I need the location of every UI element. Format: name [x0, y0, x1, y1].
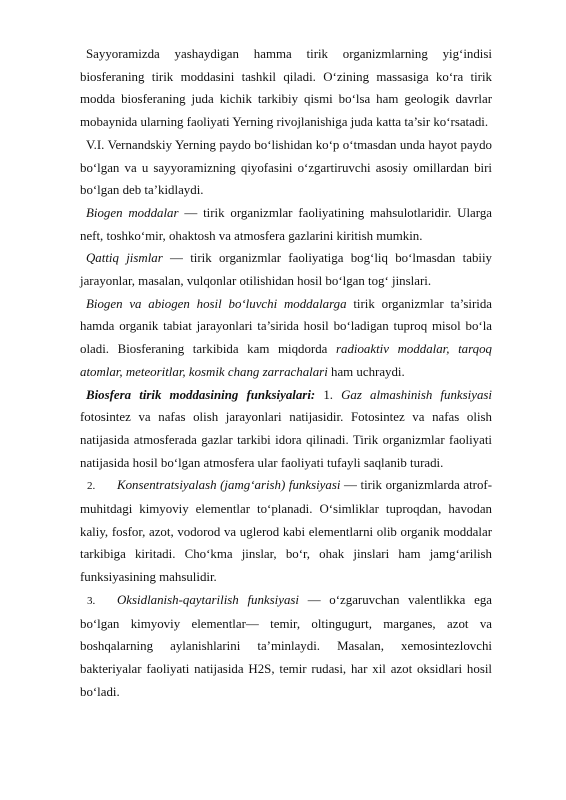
- paragraph-text: fotosintez va nafas olish jarayonlari natijasidir. Fotosintez va nafas olish natijasida atmosferada gazlar tarkibi idora qilinadi. Tirik organizmlar faoliyati natijasida hosil bo‘lgan atmosfera ular faoliyati tufayli saqlanib turadi.: [80, 410, 492, 470]
- paragraph-text: — tirik organizmlar faoliyatiga bog‘liq bo‘lmasdan tabiiy jarayonlar, masalan, vulqonlar otilishidan hosil bo‘lgan tog‘ jinslari.: [80, 251, 493, 289]
- list-item-concentration: [80, 474, 492, 589]
- term-gas-exchange: Gaz almashinish funksiyasi: [341, 387, 492, 402]
- term-redox: Oksidlanish-qaytarilish funksiyasi: [117, 592, 299, 607]
- list-item-redox: [80, 589, 492, 704]
- paragraph-functions: [80, 384, 492, 475]
- paragraph-text: tirik organizmlar ta’sirida hamda organik tabiat jarayonlari ta’sirida hosil bo‘ladigan tuproq misol bo‘la oladi. Biosferaning tarkibida kam miqdorda: [80, 296, 492, 357]
- paragraph-biogenic-substances: [80, 202, 492, 247]
- paragraph-text: — tirik organizmlarda atrof-muhitdagi kimyoviy elementlar to‘planadi. O‘simliklar tuproqdan, havodan kaliy, fosfor, azot, vodorod va uglerod kabi elementlarni olib organik moddalar tarkibiga kiritadi. Cho‘kma jinslar, bo‘r, ohak jinslari ham jamg‘arilish funksiyasining mahsulidir.: [80, 478, 492, 585]
- term-solid-bodies: Qattiq jismlar: [86, 251, 163, 266]
- functions-heading: Biosfera tirik moddasining funksiyalari:: [86, 387, 316, 402]
- term-radioactive: radioaktiv moddalar, tarqoq atomlar, meteoritlar, kosmik chang zarrachalari: [80, 342, 492, 379]
- paragraph-text: Sayyoramizda yashaydigan hamma tirik organizmlarning yig‘indisi biosferaning tirik moddasini tashkil qiladi. O‘zining massasiga ko‘ra tirik modda biosferaning juda kichik tarkibiy qismi bo‘lsa ham geologik davrlar mobaynida ularning faoliyati Yerning rivojlanishiga juda katta ta’sir ko‘rsatadi.: [80, 47, 492, 130]
- term-bio-abiogenic: Biogen va abiogen hosil bo‘luvchi moddalarga: [86, 296, 347, 311]
- paragraph-text: V.I. Vernandskiy Yerning paydo bo‘lishidan ko‘p o‘tmasdan unda hayot paydo bo‘lgan va u sayyoramizning qiyofasini o‘zgartiruvchi asosiy omillardan biri bo‘lgan deb ta’kidlaydi.: [80, 137, 492, 198]
- list-number: 3.: [87, 594, 96, 607]
- list-number: 1.: [315, 387, 342, 402]
- paragraph-text: — tirik organizmlar faoliyatining mahsulotlaridir. Ularga neft, toshko‘mir, ohaktosh va atmosfera gazlarini kiritish mumkin.: [80, 205, 492, 243]
- term-biogenic: Biogen moddalar: [86, 205, 179, 220]
- paragraph-text: — o‘zgaruvchan valentlikka ega bo‘lgan kimyoviy elementlar— temir, oltingugurt, marganes, azot va boshqalarning aylanishlarini ta’minlaydi. Masalan, xemosintezlovchi bakteriyalar faoliyati natijasida H2S, temir rudasi, har xil azot oksidlari hosil bo‘ladi.: [80, 592, 492, 699]
- list-number: 2.: [87, 480, 96, 493]
- paragraph-vernadsky: [80, 134, 492, 202]
- paragraph-bio-abiogenic: [80, 293, 492, 384]
- paragraph-text: ham uchraydi.: [327, 364, 405, 379]
- term-concentration: Konsentratsiyalash (jamg‘arish) funksiyasi: [117, 478, 341, 493]
- paragraph-living-matter: [80, 43, 492, 134]
- document-page: [80, 43, 492, 703]
- paragraph-solid-bodies: [80, 247, 492, 292]
